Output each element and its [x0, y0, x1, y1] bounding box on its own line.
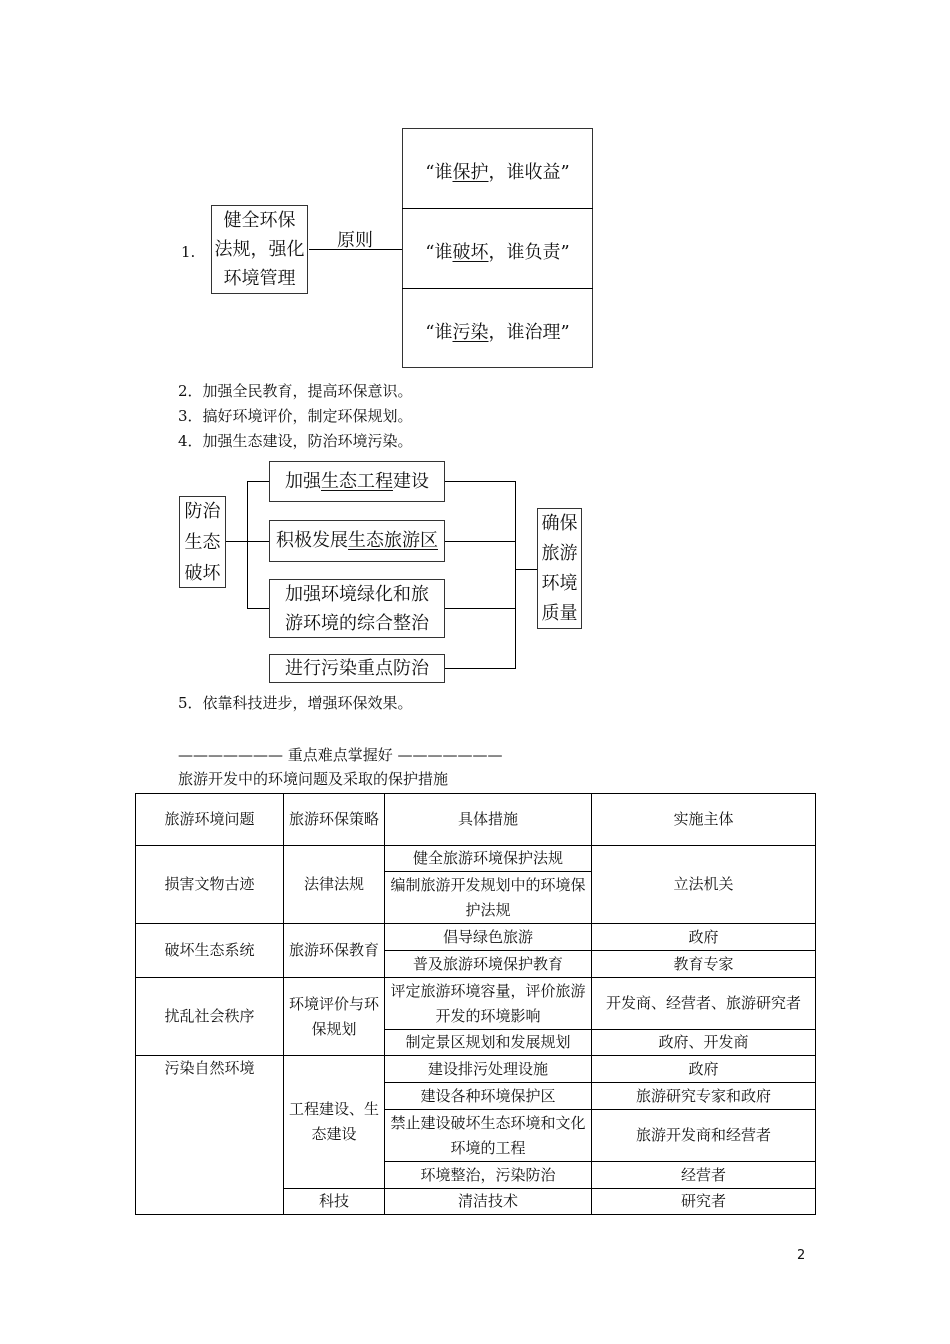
- problem-cell: 污染自然环境: [136, 1056, 284, 1215]
- connector: [515, 569, 537, 570]
- header-cell: 旅游环保策略: [284, 794, 385, 846]
- divider: [402, 208, 593, 209]
- connector: [515, 481, 516, 669]
- legal-line: 法规，强化: [214, 239, 305, 260]
- measure-cell: 编制旅游开发规划中的环境保护法规: [385, 872, 592, 924]
- measure-cell: 建设排污处理设施: [385, 1056, 592, 1083]
- divider: [402, 288, 593, 289]
- ecology-line: 破坏: [184, 562, 221, 584]
- section-heading: ——————— 重点难点掌握好 ———————: [178, 746, 503, 764]
- principle-protect: “谁保护，谁收益”: [425, 162, 570, 183]
- header-cell: 具体措施: [385, 794, 592, 846]
- measure-cell: 制定景区规划和发展规划: [385, 1030, 592, 1056]
- item-number-1: 1.: [181, 243, 196, 261]
- ecology-prevention-box: [179, 496, 226, 588]
- subject-cell: 旅游开发商和经营者: [592, 1110, 816, 1162]
- connector: [445, 608, 516, 609]
- subject-cell: 研究者: [592, 1189, 816, 1215]
- table-row: [136, 794, 816, 846]
- connector: [247, 608, 269, 609]
- subject-cell: 经营者: [592, 1162, 816, 1189]
- measure-line: 加强环境绿化和旅: [285, 583, 429, 605]
- connector: [445, 668, 516, 669]
- subject-cell: 教育专家: [592, 951, 816, 978]
- quality-line: 环境: [541, 572, 578, 594]
- connector: [247, 481, 248, 609]
- quality-box: [537, 508, 582, 629]
- principle-damage: “谁破坏，谁负责”: [425, 242, 570, 263]
- measure-box: 进行污染重点防治: [269, 654, 445, 683]
- table-row: [136, 846, 816, 872]
- measure-cell: 禁止建设破坏生态环境和文化环境的工程: [385, 1110, 592, 1162]
- subject-cell: 政府: [592, 924, 816, 951]
- table-row: [136, 1056, 816, 1083]
- ecology-line: 生态: [184, 531, 221, 553]
- list-item: 5．依靠科技进步，增强环保效果。: [178, 694, 413, 712]
- strategy-cell: 工程建设、生态建设: [284, 1056, 385, 1189]
- table-row: [136, 978, 816, 1030]
- page-number: 2: [797, 1248, 806, 1263]
- quality-line: 确保: [541, 512, 578, 534]
- table-title: 旅游开发中的环境问题及采取的保护措施: [178, 770, 449, 788]
- connector: [247, 541, 269, 542]
- problem-cell: 扰乱社会秩序: [136, 978, 284, 1056]
- measure-cell: 普及旅游环境保护教育: [385, 951, 592, 978]
- measures-table: [135, 793, 816, 1215]
- problem-cell: 破坏生态系统: [136, 924, 284, 978]
- list-item: 4．加强生态建设，防治环境污染。: [178, 432, 413, 450]
- strategy-cell: 环境评价与环保规划: [284, 978, 385, 1056]
- list-item: 3．搞好环境评价，制定环保规划。: [178, 407, 413, 425]
- measure-box: [269, 579, 445, 638]
- strategy-cell: 科技: [284, 1189, 385, 1215]
- legal-line: 环境管理: [223, 268, 296, 289]
- header-cell: 旅游环境问题: [136, 794, 284, 846]
- header-cell: 实施主体: [592, 794, 816, 846]
- ecology-line: 防治: [184, 500, 221, 522]
- measure-cell: 评定旅游环境容量，评价旅游开发的环境影响: [385, 978, 592, 1030]
- principle-label: 原则: [337, 230, 373, 251]
- table-row: [136, 924, 816, 951]
- measure-cell: 健全旅游环境保护法规: [385, 846, 592, 872]
- measure-box: 积极发展生态旅游区: [269, 520, 445, 562]
- strategy-cell: 旅游环保教育: [284, 924, 385, 978]
- measure-box: 加强生态工程建设: [269, 461, 445, 502]
- legal-line: 健全环保: [223, 210, 296, 231]
- list-item: 2．加强全民教育，提高环保意识。: [178, 382, 413, 400]
- subject-cell: 政府: [592, 1056, 816, 1083]
- problem-cell: 损害文物古迹: [136, 846, 284, 924]
- subject-cell: 立法机关: [592, 846, 816, 924]
- subject-cell: 开发商、经营者、旅游研究者: [592, 978, 816, 1030]
- measure-cell: 倡导绿色旅游: [385, 924, 592, 951]
- principle-pollution: “谁污染，谁治理”: [425, 322, 570, 343]
- measure-cell: 建设各种环境保护区: [385, 1083, 592, 1110]
- subject-cell: 旅游研究专家和政府: [592, 1083, 816, 1110]
- connector: [445, 541, 516, 542]
- measure-cell: 清洁技术: [385, 1189, 592, 1215]
- subject-cell: 政府、开发商: [592, 1030, 816, 1056]
- connector: [445, 481, 516, 482]
- legal-management-box: [211, 205, 308, 294]
- quality-line: 质量: [541, 602, 578, 624]
- strategy-cell: 法律法规: [284, 846, 385, 924]
- quality-line: 旅游: [541, 542, 578, 564]
- connector: [247, 481, 269, 482]
- measure-line: 游环境的综合整治: [285, 612, 429, 634]
- measure-cell: 环境整治，污染防治: [385, 1162, 592, 1189]
- connector: [226, 541, 247, 542]
